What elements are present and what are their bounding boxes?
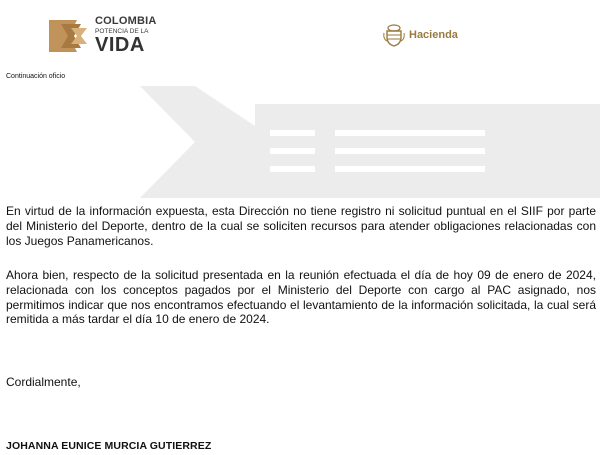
signer-name: JOHANNA EUNICE MURCIA GUTIERREZ: [6, 440, 212, 452]
logo-line-potencia: POTENCIA DE LA: [95, 28, 149, 35]
body-paragraph-1: En virtud de la información expuesta, esta Dirección no tiene registro ni solicitud puntual en el SIIF por parte del Ministerio del Deporte, dentro de la cual se soliciten recursos para atender obligaciones relacionadas con los Juegos Panamericanos.: [6, 204, 596, 248]
colombia-wave-icon: [47, 16, 91, 56]
logo-line-colombia: COLOMBIA: [95, 15, 157, 27]
hacienda-logo: [383, 23, 473, 49]
continuation-label: Continuación oficio: [6, 73, 66, 80]
logo-line-vida: VIDA: [95, 34, 145, 56]
colombia-logo: [47, 14, 162, 58]
envelope-arrow-icon: [0, 86, 600, 198]
coat-of-arms-icon: [383, 23, 405, 47]
body-paragraph-2: Ahora bien, respecto de la solicitud presentada en la reunión efectuada el día de hoy 09 de enero de 2024, relacionada con los conceptos pagados por el Ministerio del Deporte con cargo al PAC asignado, nos permitimos indicar que nos encontramos efectuando el levantamiento de la información solicitada, la cual será remitida a más tardar el día 10 de enero de 2024.: [6, 268, 596, 327]
hacienda-name: Hacienda: [409, 29, 458, 41]
closing-salutation: Cordialmente,: [6, 375, 81, 389]
